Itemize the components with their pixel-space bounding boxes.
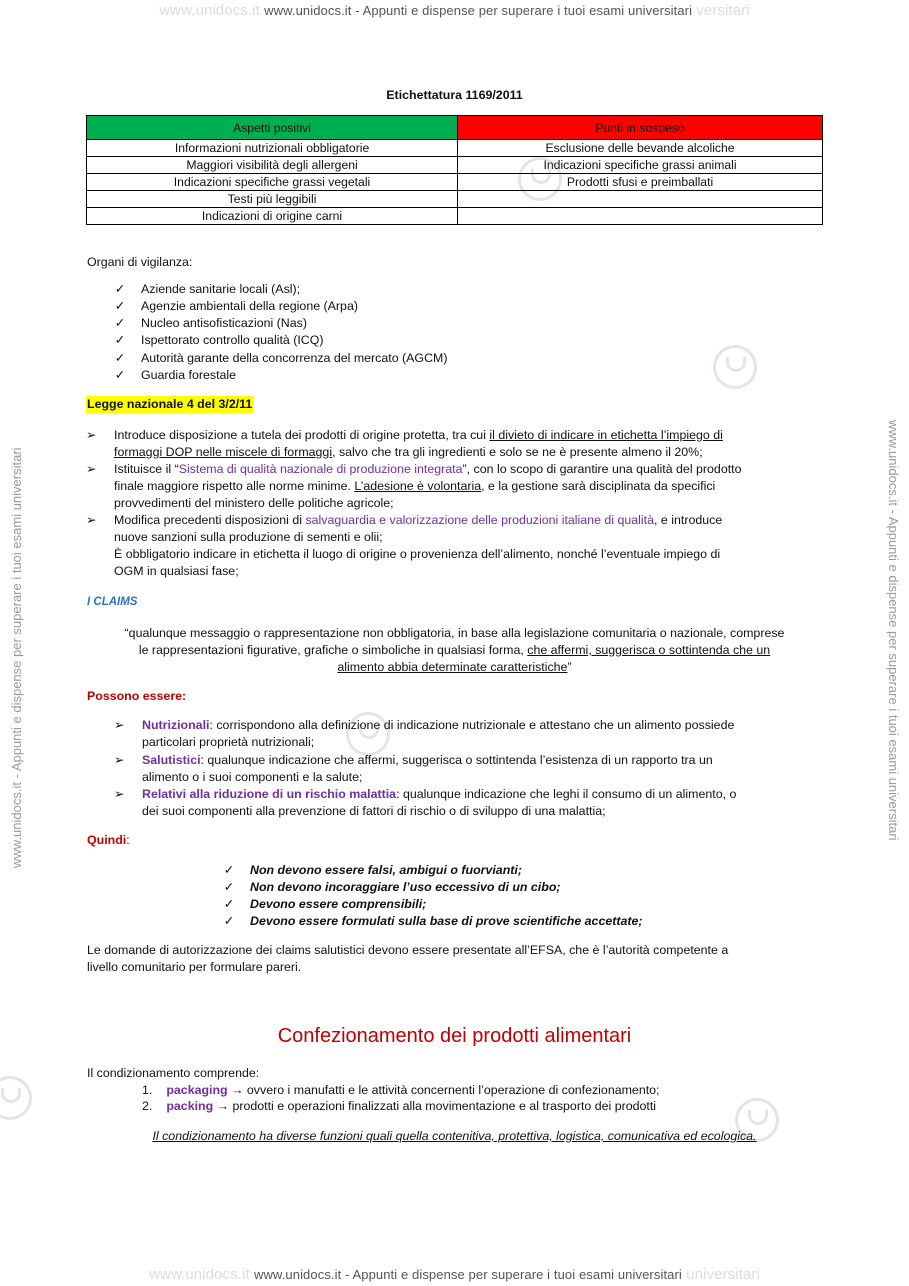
check-icon: ✓ — [114, 316, 126, 330]
list-item: ✓ Devono essere formulati sulla base di prove scientifiche accettate; — [221, 913, 643, 930]
section-title-packaging: Confezionamento dei prodotti alimentari — [277, 1025, 632, 1047]
table-cell — [458, 191, 823, 208]
claim-type: Relativi alla riduzione di un rischio malattia: qualunque indicazione che leghi il consumo di un alimento, o — [142, 787, 737, 801]
table-cell — [458, 208, 823, 225]
packaging-item: 1. packaging → ovvero i manufatti e le attività concernenti l’operazione di confezionamento; — [142, 1083, 660, 1097]
watermark-logo-icon — [713, 345, 757, 389]
law-line: OGM in qualsiasi fase; — [114, 564, 239, 578]
claims-quote-line: le rappresentazioni figurative, grafiche o simboliche in qualsiasi forma, che affermi, suggerisca o sottintenda che un — [138, 643, 771, 657]
check-icon: ✓ — [114, 351, 126, 365]
check-icon: ✓ — [223, 914, 235, 928]
claims-therefore: Quindi: — [87, 833, 130, 847]
table-cell: Informazioni nutrizionali obbligatorie — [87, 140, 458, 157]
law-line: nuove sanzioni sulla produzione di sementi e olii; — [114, 530, 383, 544]
list-item: ✓ Agenzie ambientali della regione (Arpa) — [112, 298, 358, 315]
table-cell: Indicazioni specifiche grassi vegetali — [87, 174, 458, 191]
law-line: È obbligatorio indicare in etichetta il luogo di origine o provenienza dell’alimento, nonché l’eventuale impiego di — [114, 547, 721, 561]
table-cell: Indicazioni specifiche grassi animali — [458, 157, 823, 174]
list-item: ✓ Non devono incoraggiare l’uso eccessivo di un cibo; — [221, 879, 561, 896]
watermark-top: www.unidocs.it www.unidocs.it - Appunti e dispense per superare i tuoi esami universitari versitari — [159, 2, 750, 19]
header-positive: Aspetti positivi — [87, 116, 458, 140]
claims-heading: I CLAIMS — [87, 596, 138, 608]
law-line: Introduce disposizione a tutela dei prodotti di origine protetta, tra cui il divieto di indicare in etichetta l’impiego di — [114, 428, 723, 442]
law-heading: Legge nazionale 4 del 3/2/11 — [87, 397, 253, 411]
label-title: Etichettatura 1169/2011 — [386, 88, 523, 102]
law-line: Modifica precedenti disposizioni di salvaguardia e valorizzazione delle produzioni italiane di qualità, e introduce — [114, 513, 723, 527]
arrow-icon: ➢ — [114, 753, 125, 767]
efsa-line: Le domande di autorizzazione dei claims salutistici devono essere presentate all’EFSA, che è l’autorità competente a — [87, 943, 729, 957]
check-icon: ✓ — [114, 368, 126, 382]
claim-type-cont: dei suoi componenti alla prevenzione di fattori di rischio o di sviluppo di una malattia; — [142, 804, 606, 818]
watermark-logo-icon — [0, 1076, 32, 1120]
claim-type-cont: particolari proprietà nutrizionali; — [142, 735, 315, 749]
table-cell: Maggiori visibilità degli allergeni — [87, 157, 458, 174]
table-row — [87, 174, 823, 191]
watermark-left: www.unidocs.it - Appunti e dispense per superare i tuoi esami universitari — [9, 447, 24, 868]
claim-type: Salutistici: qualunque indicazione che affermi, suggerisca o sottintenda l’esistenza di un rapporto tra un — [142, 753, 713, 767]
arrow-icon: ➢ — [114, 787, 125, 801]
check-icon: ✓ — [114, 333, 126, 347]
list-item: ✓ Guardia forestale — [112, 367, 236, 384]
claim-type-cont: alimento o i suoi componenti e la salute; — [142, 770, 363, 784]
check-icon: ✓ — [114, 299, 126, 313]
table-row — [87, 191, 823, 208]
list-item: ✓ Aziende sanitarie locali (Asl); — [112, 281, 300, 298]
table-cell: Prodotti sfusi e preimballati — [458, 174, 823, 191]
table-row — [87, 140, 823, 157]
label-table — [86, 115, 823, 225]
law-line: finale maggiore rispetto alle norme minime. L’adesione è volontaria, e la gestione sarà disciplinata da specifici — [114, 479, 716, 493]
watermark-bottom: www.unidocs.it www.unidocs.it - Appunti e dispense per superare i tuoi esami universitari universitari — [149, 1266, 760, 1283]
packaging-item: 2. packing → prodotti e operazioni finalizzati alla movimentazione e al trasporto dei prodotti — [142, 1099, 657, 1113]
table-row — [87, 208, 823, 225]
table-cell: Esclusione delle bevande alcoliche — [458, 140, 823, 157]
check-icon: ✓ — [223, 897, 235, 911]
law-line: formaggi DOP nelle miscele di formaggi, salvo che tra gli ingredienti e solo se ne è presente almeno il 20%; — [114, 445, 703, 459]
table-cell: Indicazioni di origine carni — [87, 208, 458, 225]
table-row — [87, 157, 823, 174]
list-item: ✓ Devono essere comprensibili; — [221, 896, 426, 913]
check-icon: ✓ — [223, 880, 235, 894]
watermark-right: www.unidocs.it - Appunti e dispense per superare i tuoi esami universitari — [886, 420, 901, 841]
check-icon: ✓ — [223, 863, 235, 877]
efsa-line: livello comunitario per formulare pareri. — [87, 960, 302, 974]
list-item: ✓ Nucleo antisofisticazioni (Nas) — [112, 315, 307, 332]
arrow-icon: ➢ — [86, 462, 97, 476]
header-pending: Punti in sospeso — [458, 116, 823, 140]
packaging-note: Il condizionamento ha diverse funzioni quali quella contenitiva, protettiva, logistica, comunicativa ed ecologica. — [152, 1129, 757, 1143]
arrow-icon: ➢ — [86, 428, 97, 442]
packaging-intro: Il condizionamento comprende: — [87, 1066, 260, 1080]
claims-can-be: Possono essere: — [87, 689, 187, 703]
list-item: ✓ Ispettorato controllo qualità (ICQ) — [112, 332, 324, 349]
list-item: ✓ Non devono essere falsi, ambigui o fuorvianti; — [221, 862, 522, 879]
arrow-icon: ➢ — [86, 513, 97, 527]
claim-type: Nutrizionali: corrispondono alla definizione di indicazione nutrizionale e attestano che un alimento possiede — [142, 718, 735, 732]
check-icon: ✓ — [114, 282, 126, 296]
claims-quote-line: alimento abbia determinate caratteristiche” — [337, 660, 572, 674]
law-line: provvedimenti del ministero delle politiche agricole; — [114, 496, 394, 510]
law-line: Istituisce il “Sistema di qualità nazionale di produzione integrata”, con lo scopo di garantire una qualità del prodotto — [114, 462, 742, 476]
table-cell: Testi più leggibili — [87, 191, 458, 208]
claims-quote-line: “qualunque messaggio o rappresentazione non obbligatoria, in base alla legislazione comunitaria o nazionale, comprese — [124, 626, 785, 640]
arrow-icon: ➢ — [114, 718, 125, 732]
list-item: ✓ Autorità garante della concorrenza del mercato (AGCM) — [112, 350, 447, 367]
vigilance-intro: Organi di vigilanza: — [87, 255, 193, 269]
